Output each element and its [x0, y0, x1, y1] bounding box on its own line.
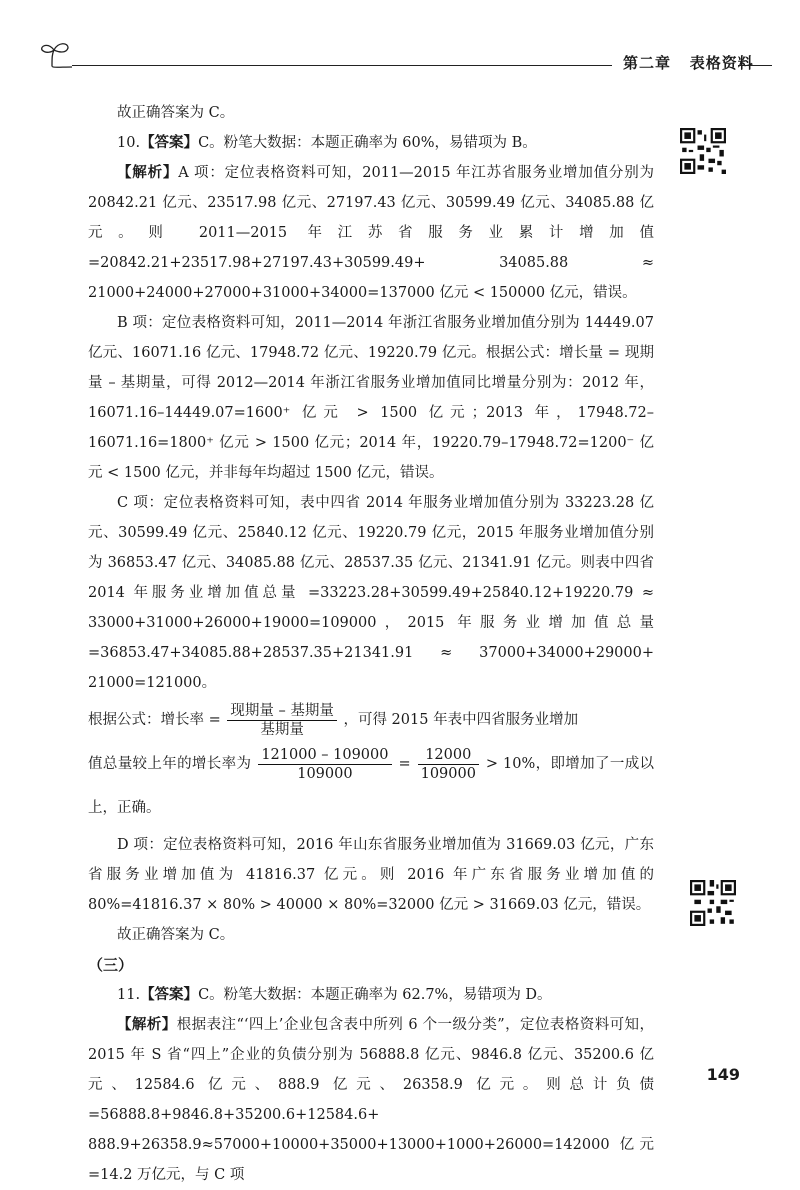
sprout-icon: [38, 38, 78, 74]
analysis-c: [88, 488, 654, 698]
formula-result: [88, 742, 654, 830]
question-number: 10.: [117, 135, 141, 151]
analysis-mark: 【解析】: [117, 165, 179, 181]
page-number: 149: [706, 1065, 740, 1084]
fraction-numerator: 现期量 – 基期量: [227, 702, 336, 721]
answer-10: [88, 128, 654, 158]
formula-pre: 根据公式：增长率 =: [88, 712, 221, 728]
fraction-numerator: 12000: [418, 746, 479, 765]
fraction-denominator: 109000: [420, 765, 476, 782]
chapter-title: [623, 52, 754, 73]
page-content: [88, 98, 654, 1190]
analysis-mark: 【解析】: [117, 1017, 177, 1033]
fraction: [258, 746, 391, 783]
header-rule-end: [738, 65, 772, 66]
answer-11: [88, 980, 654, 1010]
paragraph: 故正确答案为 C。: [117, 105, 235, 121]
fraction: [418, 746, 479, 783]
answer-mark: 【答案】: [140, 135, 199, 151]
analysis-text: A 项：定位表格资料可知，2011—2015 年江苏省服务业增加值分别为 20842.21 亿元、23517.98 亿元、27197.43 亿元、30599.49 亿元、34085.88 亿元。则 2011—2015 年江苏省服务业累计增加值 =20842.21+23517.98+27197.43+30599.49+ 34085.88 ≈ 21000+24000+27000+31000+34000=137000 亿元 < 150000 亿元，错误。: [88, 165, 655, 301]
formula-post: > 10%，即增加了一成以上，正确。: [88, 756, 655, 816]
chapter-name: 表格资料: [689, 54, 754, 72]
analysis-text: 根据表注“‘四上’企业包含表中所列 6 个一级分类”，定位表格资料可知，2015 年 S 省“四上”企业的负债分别为 56888.8 亿元、9846.8 亿元、35200.6 亿元、12584.6 亿元、888.9 亿元、26358.9 亿元。则总计负债 =56888.8+9846.8+35200.6+12584.6+ 888.9+26358.9≈57000+10000+35000+13000+1000+26000=142000 亿元 =14.2 万亿元，与 C 项: [88, 1017, 654, 1183]
formula-post: ，可得 2015 年表中四省服务业增加: [343, 712, 579, 728]
analysis-d: D 项：定位表格资料可知，2016 年山东省服务业增加值为 31669.03 亿元，广东省服务业增加值为 41816.37 亿元。则 2016 年广东省服务业增加值的 80%=41816.37 × 80% > 40000 × 80%=32000 亿元 > 31669.03 亿元，错误。: [88, 837, 654, 913]
fraction-numerator: 121000 – 109000: [258, 746, 391, 765]
page-header: [38, 38, 768, 74]
analysis-c-text: C 项：定位表格资料可知，表中四省 2014 年服务业增加值分别为 33223.28 亿元、30599.49 亿元、25840.12 亿元、19220.79 亿元，2015 年服务业增加值分别为 36853.47 亿元、34085.88 亿元、28537.35 亿元、21341.91 亿元。则表中四省 2014 年服务业增加值总量 =33223.28+30599.49+25840.12+19220.79 ≈ 33000+31000+26000+19000=109000，2015 年服务业增加值总量 =36853.47+34085.88+28537.35+21341.91 ≈ 37000+34000+29000+ 21000=121000。: [88, 495, 654, 691]
fraction-denominator: 基期量: [260, 721, 304, 738]
qr-code-icon[interactable]: [680, 128, 726, 174]
qr-code-icon[interactable]: [690, 880, 736, 926]
question-number: 11.: [117, 987, 141, 1003]
paragraph: 故正确答案为 C。: [117, 927, 235, 943]
chapter-number: 第二章: [623, 54, 672, 72]
equals-sign: =: [398, 756, 411, 772]
formula-growth-rate: [88, 698, 654, 742]
header-rule: [72, 65, 612, 66]
analysis-a: [88, 158, 654, 308]
answer-text: C。粉笔大数据：本题正确率为 60%，易错项为 B。: [198, 135, 537, 151]
answer-mark: 【答案】: [140, 987, 199, 1003]
analysis-11: [88, 1010, 654, 1190]
analysis-b: B 项：定位表格资料可知，2011—2014 年浙江省服务业增加值分别为 14449.07 亿元、16071.16 亿元、17948.72 亿元、19220.79 亿元。根据公式：增长量 = 现期量 – 基期量，可得 2012—2014 年浙江省服务业增加值同比增量分别为：2012 年，16071.16–14449.07=1600⁺ 亿元 > 1500 亿元；2013 年，17948.72–16071.16=1800⁺ 亿元 > 1500 亿元；2014 年，19220.79–17948.72=1200⁻ 亿元 < 1500 亿元，并非每年均超过 1500 亿元，错误。: [88, 315, 654, 481]
answer-text: C。粉笔大数据：本题正确率为 62.7%，易错项为 D。: [198, 987, 552, 1003]
section-heading: （三）: [88, 956, 134, 974]
fraction: [227, 702, 336, 739]
fraction-denominator: 109000: [297, 765, 353, 782]
formula-pre: 值总量较上年的增长率为: [88, 756, 252, 772]
